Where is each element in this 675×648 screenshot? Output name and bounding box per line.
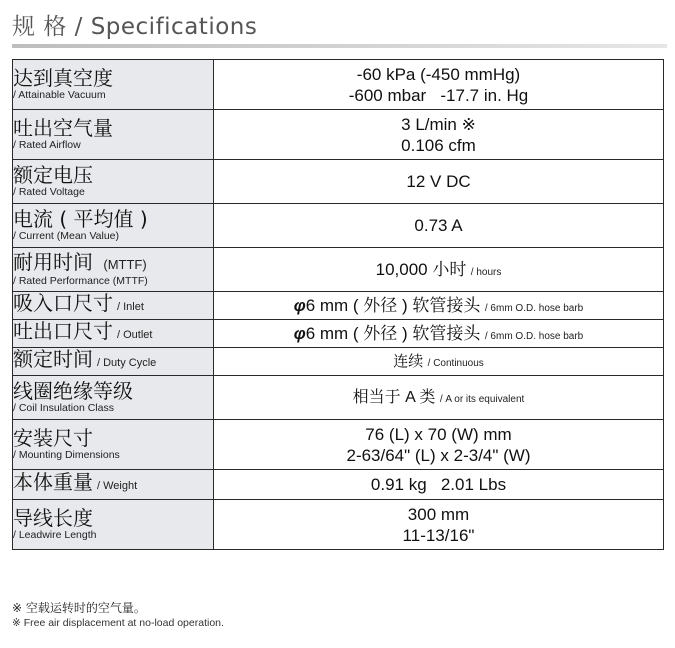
spec-row-inlet [13, 292, 664, 320]
spec-label-cell [13, 204, 214, 248]
spec-row-weight [13, 470, 664, 500]
spec-value-line: -60 kPa (-450 mmHg) [356, 64, 521, 84]
diameter-symbol: φ [293, 296, 306, 315]
spec-value-unit: / hours [470, 267, 502, 278]
spec-label-cn [13, 472, 213, 497]
spec-value-line: 6 mm ( 外径 ) 软管接头 [305, 324, 481, 343]
spec-value-unit: / 6mm O.D. hose barb [484, 331, 584, 342]
spec-value-line: 300 mm [407, 504, 470, 524]
spec-label-en-inline: / Outlet [117, 329, 153, 341]
spec-value-line: 6 mm ( 外径 ) 软管接头 [305, 296, 481, 315]
spec-value-unit: / A or its equivalent [439, 394, 525, 405]
spec-label-cn: 导线长度 [13, 506, 93, 530]
spec-label-cn-text: 耐用时间 [13, 250, 93, 274]
spec-row-coil-insulation [13, 376, 664, 420]
spec-row-rated-airflow [13, 110, 664, 160]
spec-label-cell [13, 60, 214, 110]
spec-value-cell [214, 420, 664, 470]
spec-row-rated-voltage [13, 160, 664, 204]
specifications-table [12, 59, 664, 550]
spec-row-outlet [13, 320, 664, 348]
spec-value-cell [214, 248, 664, 292]
spec-value-cell [214, 160, 664, 204]
spec-label-cell [13, 348, 214, 376]
page-title [12, 8, 257, 41]
spec-value-cell [214, 348, 664, 376]
spec-label-cell [13, 376, 214, 420]
spec-label-cell [13, 110, 214, 160]
spec-label-cn-text: 本体重量 [13, 470, 93, 494]
spec-label-en: / Rated Performance (MTTF) [13, 275, 148, 287]
spec-label-cn [13, 252, 213, 275]
spec-value-cell [214, 60, 664, 110]
spec-label-en: / Mounting Dimensions [13, 449, 120, 461]
spec-label-en: / Rated Airflow [13, 139, 81, 151]
spec-label-en: / Current (Mean Value) [13, 230, 120, 242]
heading-divider [12, 44, 667, 48]
spec-label-en: / Leadwire Length [13, 529, 97, 541]
spec-label-cell [13, 292, 214, 320]
spec-value-cell [214, 204, 664, 248]
spec-value-cell [214, 376, 664, 420]
spec-label-cell [13, 420, 214, 470]
spec-label-en: / Rated Voltage [13, 186, 85, 198]
diameter-symbol: φ [293, 324, 306, 343]
spec-row-duty-cycle [13, 348, 664, 376]
spec-value-line: 连续 [393, 353, 424, 370]
spec-label-cell [13, 470, 214, 500]
spec-value-cell [214, 470, 664, 500]
footnote-en: ※ Free air displacement at no-load operation. [12, 617, 224, 629]
spec-label-cn-text: 额定时间 [13, 347, 93, 371]
page-title-separator: / [66, 14, 91, 40]
spec-label-en: / Coil Insulation Class [13, 402, 114, 414]
spec-value-line: 3 L/min ※ [401, 114, 476, 134]
spec-label-cn: 电流 ( 平均值 ) [13, 207, 148, 231]
spec-value-cell [214, 110, 664, 160]
spec-value-line: 11-13/16" [402, 525, 475, 545]
spec-row-current [13, 204, 664, 248]
spec-label-cn [13, 293, 213, 318]
footnote-cn: ※ 空载运转时的空气量。 [12, 601, 146, 615]
spec-label-cn [13, 321, 213, 346]
spec-row-leadwire-length [13, 500, 664, 550]
spec-label-cell [13, 500, 214, 550]
spec-label-cn-text: 吐出口尺寸 [13, 319, 113, 343]
spec-value-line: 0.91 kg 2.01 Lbs [370, 475, 507, 494]
spec-label-cn: 线圈绝缘等级 [13, 379, 133, 403]
spec-value-cell [214, 500, 664, 550]
spec-value-line: 相当于 A 类 [352, 389, 436, 406]
spec-label-cell [13, 248, 214, 292]
spec-label-en-inline: / Weight [97, 480, 138, 492]
spec-value-line: 10,000 小时 [375, 260, 467, 279]
spec-value-line: -600 mbar -17.7 in. Hg [348, 85, 529, 105]
spec-label-cn: 安装尺寸 [13, 426, 93, 450]
spec-label-note: (MTTF) [103, 257, 147, 272]
spec-label-en-inline: / Inlet [117, 301, 144, 313]
spec-value-cell [214, 292, 664, 320]
spec-row-attainable-vacuum [13, 60, 664, 110]
spec-value-line: 12 V DC [406, 172, 471, 191]
spec-label-cell [13, 320, 214, 348]
spec-value-line: 2-63/64" (L) x 2-3/4" (W) [346, 445, 531, 465]
spec-label-cn: 达到真空度 [13, 66, 113, 90]
page-title-en: Specifications [90, 14, 258, 40]
spec-value-line: 76 (L) x 70 (W) mm [365, 424, 512, 444]
spec-label-cn: 吐出空气量 [13, 116, 113, 140]
spec-label-cn-text: 吸入口尺寸 [13, 291, 113, 315]
spec-row-mttf [13, 248, 664, 292]
spec-value-cell [214, 320, 664, 348]
spec-label-cell [13, 160, 214, 204]
spec-value-unit: / Continuous [427, 358, 484, 369]
page-title-cn: 规 格 [12, 14, 67, 40]
spec-label-cn [13, 349, 213, 374]
spec-value-line: 0.73 A [414, 216, 463, 235]
spec-row-mounting-dimensions [13, 420, 664, 470]
spec-value-unit: / 6mm O.D. hose barb [484, 303, 584, 314]
spec-label-en-inline: / Duty Cycle [97, 357, 157, 369]
spec-value-line: 0.106 cfm [401, 135, 476, 155]
spec-label-en: / Attainable Vacuum [13, 89, 106, 101]
spec-label-cn: 额定电压 [13, 163, 93, 187]
